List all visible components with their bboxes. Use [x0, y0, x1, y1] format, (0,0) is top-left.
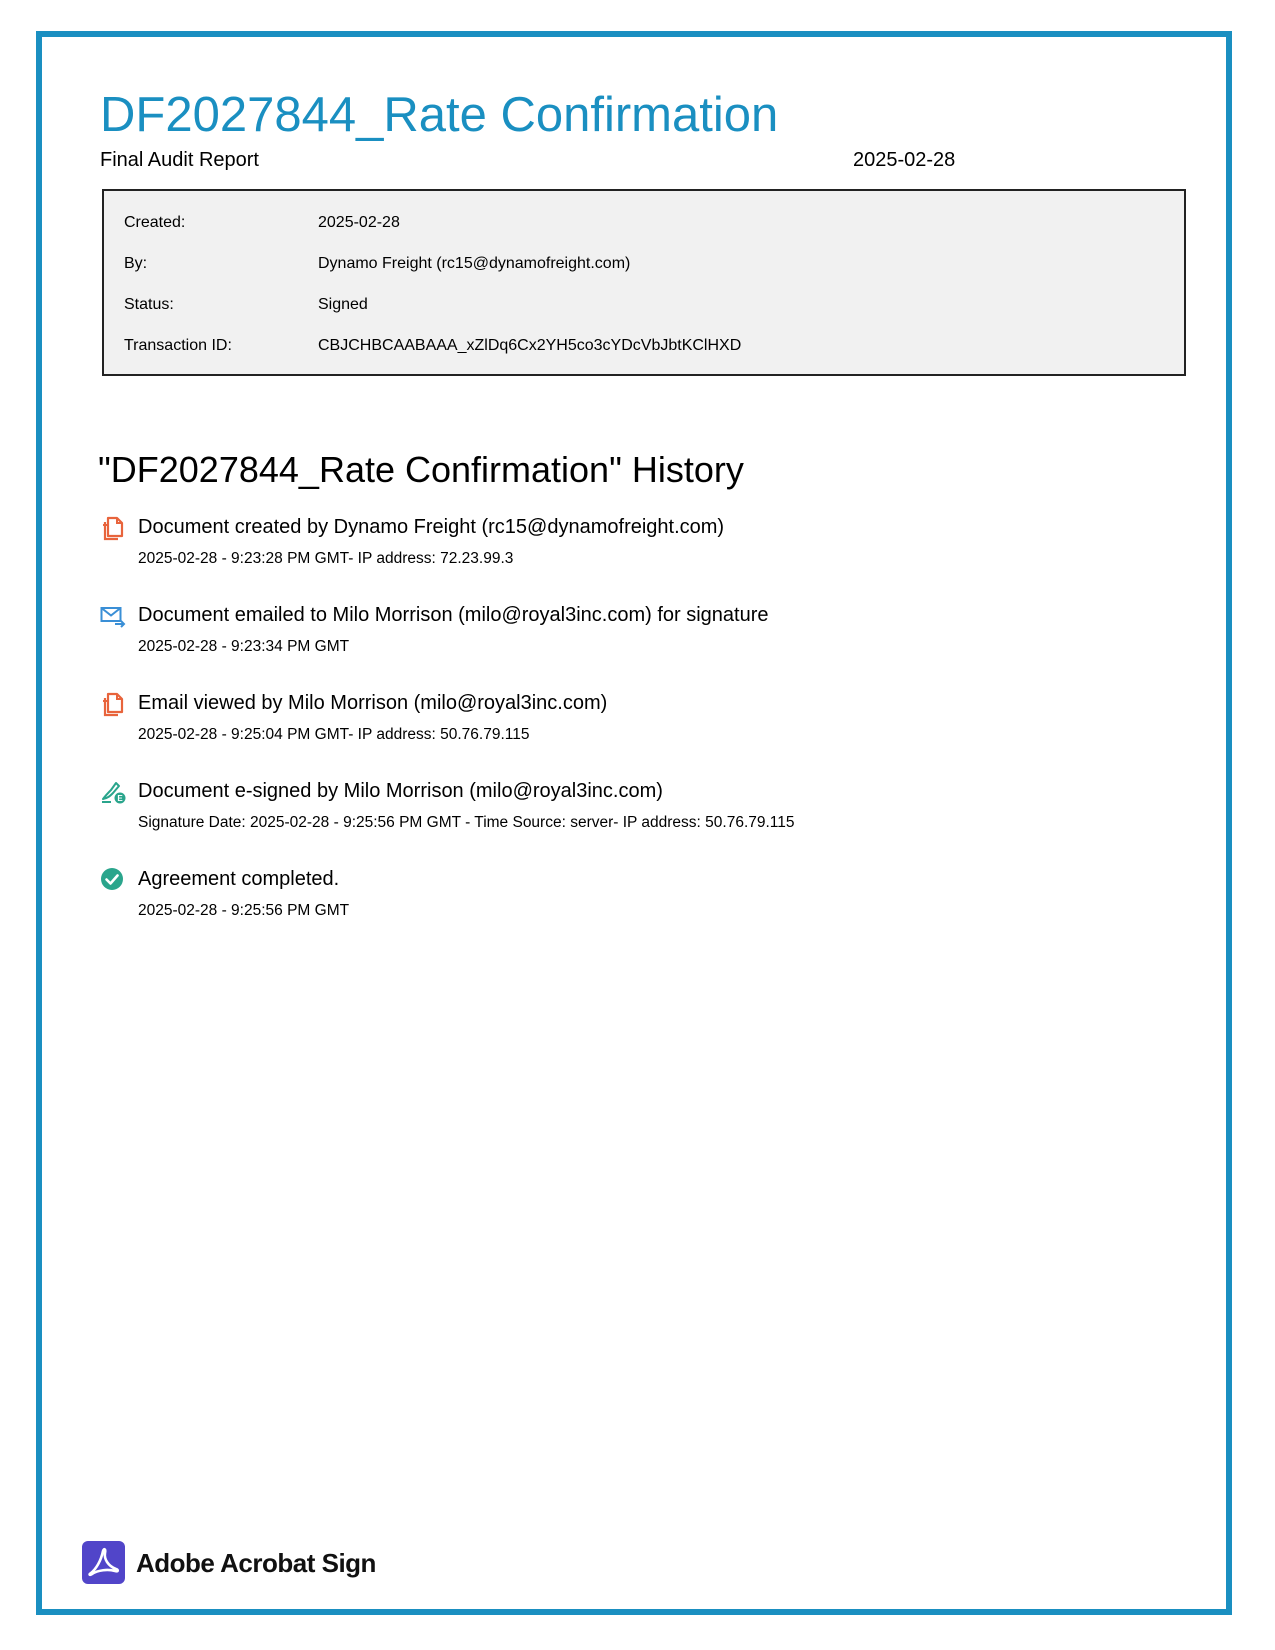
summary-box [102, 189, 1186, 376]
summary-label: Transaction ID: [124, 337, 232, 354]
history-title: "DF2027844_Rate Confirmation" History [98, 449, 744, 490]
event-detail: 2025-02-28 - 9:25:04 PM GMT- IP address: 50.76.79.115 [138, 726, 530, 743]
summary-value: Signed [318, 296, 368, 313]
summary-value: CBJCHBCAABAAA_xZlDq6Cx2YH5co3cYDcVbJbtKClHXD [318, 337, 742, 354]
email-sent-icon [100, 603, 126, 629]
summary-row-by [104, 246, 1184, 287]
summary-label: Created: [124, 214, 186, 231]
report-date: 2025-02-28 [853, 149, 956, 171]
summary-label: By: [124, 255, 148, 272]
summary-value: 2025-02-28 [318, 214, 400, 231]
history-event-viewed [100, 689, 1100, 759]
history-event-signed [100, 777, 1100, 847]
event-text: Document created by Dynamo Freight (rc15@dynamofreight.com) [138, 516, 725, 538]
email-viewed-icon [100, 691, 126, 717]
adobe-acrobat-logo-icon [82, 1541, 125, 1584]
summary-row-status [104, 287, 1184, 328]
event-detail: 2025-02-28 - 9:23:28 PM GMT- IP address: 72.23.99.3 [138, 550, 514, 567]
history-event-emailed [100, 601, 1100, 671]
summary-label: Status: [124, 296, 174, 313]
document-created-icon [100, 515, 126, 541]
event-detail: 2025-02-28 - 9:23:34 PM GMT [138, 638, 350, 655]
summary-row-transaction-id [104, 328, 1184, 369]
document-title: DF2027844_Rate Confirmation [100, 88, 779, 142]
event-text: Document e-signed by Milo Morrison (milo@royal3inc.com) [138, 780, 663, 802]
event-text: Document emailed to Milo Morrison (milo@royal3inc.com) for signature [138, 604, 769, 626]
history-event-completed [100, 865, 1100, 935]
brand-name: Adobe Acrobat Sign [136, 1548, 376, 1578]
svg-text:E: E [117, 794, 123, 804]
event-text: Agreement completed. [138, 868, 340, 890]
summary-row-created [104, 205, 1184, 246]
event-detail: 2025-02-28 - 9:25:56 PM GMT [138, 902, 350, 919]
event-detail: Signature Date: 2025-02-28 - 9:25:56 PM GMT - Time Source: server- IP address: 50.76.79.115 [138, 814, 795, 831]
check-circle-icon [100, 867, 126, 893]
summary-value: Dynamo Freight (rc15@dynamofreight.com) [318, 255, 631, 272]
report-subtitle: Final Audit Report [100, 149, 259, 171]
event-text: Email viewed by Milo Morrison (milo@royal3inc.com) [138, 692, 608, 714]
history-event-created [100, 513, 1100, 583]
e-signed-icon [100, 779, 126, 805]
